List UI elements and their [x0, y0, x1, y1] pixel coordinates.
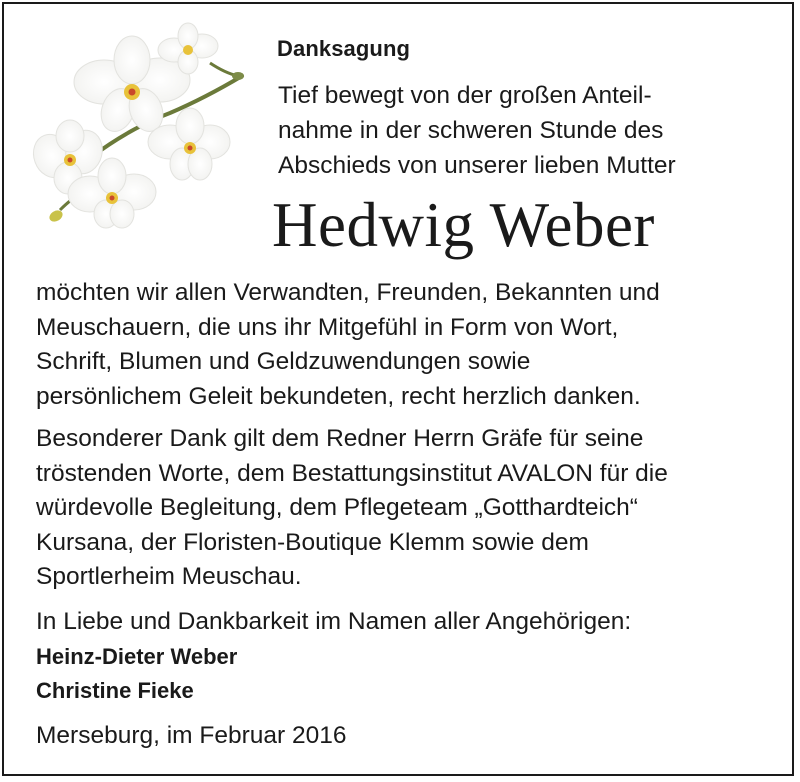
paragraph-line: möchten wir allen Verwandten, Freunden, Bekannten und — [36, 279, 660, 306]
intro-text — [278, 78, 778, 183]
paragraph-line: Sportlerheim Meuschau. — [36, 563, 302, 590]
intro-line: Tief bewegt von der großen Anteil- — [278, 82, 652, 109]
special-thanks-paragraph — [36, 422, 776, 595]
deceased-name: Hedwig Weber — [272, 190, 655, 260]
signer-name: Heinz-Dieter Weber — [36, 643, 238, 669]
closing-line: In Liebe und Dankbarkeit im Namen aller Angehörigen: — [36, 608, 632, 635]
place-date: Merseburg, im Februar 2016 — [36, 722, 347, 749]
signer-name: Christine Fieke — [36, 678, 194, 703]
thanks-paragraph — [36, 276, 776, 414]
paragraph-line: Kursana, der Floristen-Boutique Klemm sowie dem — [36, 528, 589, 556]
paragraph-line: Schrift, Blumen und Geldzuwendungen sowie — [36, 348, 531, 375]
orchid-icon — [20, 18, 260, 233]
paragraph-line: tröstenden Worte, dem Bestattungsinstitut AVALON für die — [36, 459, 668, 487]
paragraph-line: Besonderer Dank gilt dem Redner Herrn Gräfe für seine — [36, 425, 644, 452]
notice-heading: Danksagung — [277, 36, 411, 61]
intro-line: nahme in der schweren Stunde des — [278, 117, 664, 144]
paragraph-line: würdevolle Begleitung, dem Pflegeteam „Gotthardteich“ — [36, 494, 638, 521]
closing-block — [36, 605, 776, 709]
paragraph-line: persönlichem Geleit bekundeten, recht herzlich danken. — [36, 382, 641, 410]
paragraph-line: Meuschauern, die uns ihr Mitgefühl in Form von Wort, — [36, 313, 619, 341]
intro-line: Abschieds von unserer lieben Mutter — [278, 152, 676, 179]
